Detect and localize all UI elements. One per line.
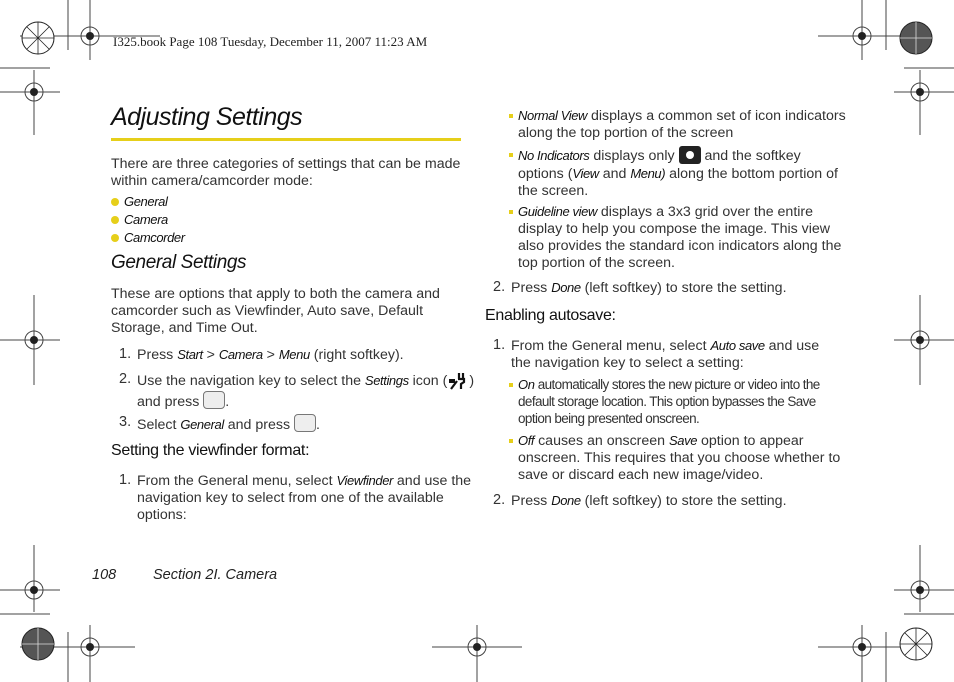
menu-label: Menu	[278, 347, 310, 362]
autosave-heading: Enabling autosave:	[485, 307, 616, 324]
option-off	[509, 432, 848, 484]
option-label: No Indicators	[518, 148, 590, 163]
bullet-square	[509, 210, 513, 214]
step-text: Press	[511, 493, 552, 509]
step-text: From the General menu, select	[137, 473, 337, 489]
category-general: General	[124, 194, 168, 209]
as-step-1	[493, 337, 841, 372]
list-item	[111, 229, 311, 247]
option-text: causes an onscreen	[534, 433, 670, 449]
done-label: Done	[551, 493, 581, 508]
list-item	[111, 193, 311, 211]
step-number: 1.	[493, 337, 506, 353]
general-label: General	[180, 417, 224, 432]
step-number: 2.	[493, 279, 506, 295]
step-text: .	[316, 417, 320, 433]
bullet-square	[509, 114, 513, 118]
list-item	[111, 211, 311, 229]
step-text: and use the navigation key to select a setting:	[511, 338, 820, 371]
category-camera: Camera	[124, 212, 168, 227]
option-text: and the softkey options (	[518, 148, 801, 182]
option-guideline-view	[509, 203, 848, 272]
start-label: Start	[177, 347, 203, 362]
step-2	[119, 371, 477, 411]
step-text: Press	[137, 347, 178, 363]
done-label: Done	[551, 280, 581, 295]
menu-label: Menu)	[630, 166, 666, 181]
option-on	[509, 376, 838, 427]
bullet-dot	[111, 198, 119, 206]
step-text: Select	[137, 417, 181, 433]
step-text: (left softkey) to store the setting.	[580, 280, 787, 296]
vf-step-2	[493, 279, 841, 297]
category-list	[111, 193, 311, 247]
viewfinder-heading: Setting the viewfinder format:	[111, 442, 310, 459]
bullet-dot	[111, 234, 119, 242]
option-normal-view	[509, 107, 848, 142]
option-text: option to appear onscreen. This requires that you choose whether to save or discard each new image/video.	[518, 433, 841, 483]
option-text: along the bottom portion of the screen.	[518, 166, 838, 199]
page-number: 108	[92, 567, 117, 583]
option-text: displays only	[589, 148, 679, 164]
option-text: displays a common set of icon indicators along the top portion of the screen	[518, 108, 846, 141]
camera-label: Camera	[218, 347, 263, 362]
bullet-square	[509, 383, 513, 387]
option-text: displays a 3x3 grid over the entire display to help you compose the image. This view also provides the standard icon indicators along the top portion of the screen.	[518, 204, 842, 271]
general-intro-paragraph: These are options that apply to both the camera and camcorder such as Viewfinder, Auto save, Default Storage, and Time Out.	[111, 286, 440, 336]
step-number: 3.	[119, 414, 132, 430]
general-settings-heading: General Settings	[111, 252, 247, 273]
option-label: On	[518, 377, 535, 392]
option-label: Guideline view	[518, 204, 597, 219]
step-text: and press	[223, 417, 295, 433]
option-no-indicators	[509, 146, 848, 200]
viewfinder-label: Viewfinder	[336, 473, 393, 488]
settings-label: Settings	[364, 373, 409, 388]
option-label: Normal View	[518, 108, 588, 123]
separator: >	[202, 347, 219, 363]
camera-key-icon	[679, 146, 701, 164]
step-text: ) and press	[137, 373, 475, 410]
option-label: Off	[518, 433, 535, 448]
step-text: icon (	[408, 373, 448, 389]
view-label: View	[572, 166, 599, 181]
step-text: From the General menu, select	[511, 338, 711, 354]
page-title: Adjusting Settings	[111, 103, 303, 131]
autosave-label: Auto save	[710, 338, 765, 353]
bullet-square	[509, 153, 513, 157]
step-text: Press	[511, 280, 552, 296]
step-text: (right softkey).	[309, 347, 404, 363]
step-number: 2.	[493, 492, 506, 508]
separator: >	[262, 347, 279, 363]
step-number: 1.	[119, 472, 132, 488]
bullet-square	[509, 439, 513, 443]
option-text: and	[598, 166, 631, 182]
title-rule	[111, 138, 461, 141]
print-header: I325.book Page 108 Tuesday, December 11, 2007 11:23 AM	[113, 34, 428, 49]
category-camcorder: Camcorder	[124, 230, 185, 245]
vf-step-1	[119, 472, 477, 524]
step-text: Use the navigation key to select the	[137, 373, 365, 389]
step-text: and use the navigation key to select from one of the available options:	[137, 473, 472, 523]
as-step-2	[493, 492, 841, 510]
option-text: automatically stores the new picture or video into the default storage location. This option bypasses the Save option being presented onscreen.	[518, 377, 820, 426]
step-number: 2.	[119, 371, 132, 387]
step-3	[119, 414, 477, 434]
step-text: (left softkey) to store the setting.	[580, 493, 787, 509]
bullet-dot	[111, 216, 119, 224]
save-label: Save	[669, 433, 698, 448]
step-1	[119, 346, 477, 364]
nav-key-icon	[294, 414, 316, 432]
nav-key-icon	[203, 391, 225, 409]
step-text: .	[225, 394, 230, 410]
section-title: Section 2I. Camera	[153, 567, 278, 583]
settings-tools-icon	[447, 371, 469, 391]
intro-paragraph: There are three categories of settings that can be made within camera/camcorder mode:	[111, 156, 461, 189]
step-number: 1.	[119, 346, 132, 362]
